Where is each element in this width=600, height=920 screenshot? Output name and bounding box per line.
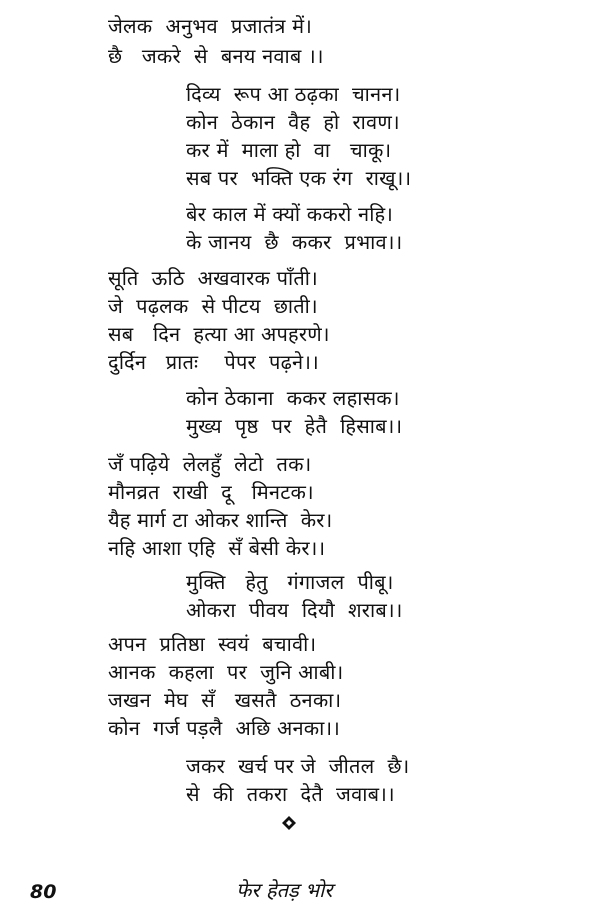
page-number: 80 (30, 881, 57, 903)
poem-line: दिव्य रूप आ ठढ़का चानन। (186, 82, 401, 106)
poem-line: ओकरा पीवय दियौ शराब।। (186, 598, 403, 622)
poem-line: सब दिन हत्या आ अपहरणे। (108, 322, 330, 346)
poem-line: के जानय छै ककर प्रभाव।। (186, 230, 403, 254)
diamond-ornament-icon (282, 816, 296, 830)
poem-line: मौनव्रत राखी दू मिनटक। (108, 480, 314, 504)
poem-line: जेलक अनुभव प्रजातंत्र में। (108, 14, 313, 38)
poem-line: जखन मेघ सँ खसतै ठनका। (108, 688, 342, 712)
poem-line: अपन प्रतिष्ठा स्वयं बचावी। (108, 632, 317, 656)
poem-line: कोन गर्ज पड़लै अछि अनका।। (108, 716, 341, 740)
poem-line: से की तकरा देतै जवाब।। (186, 782, 395, 806)
poem-line: सब पर भक्ति एक रंग राखू।। (186, 166, 412, 190)
poem-line: दुर्दिन प्रातः पेपर पढ़ने।। (108, 350, 319, 374)
poem-line: कोन ठेकाना ककर लहासक। (186, 386, 400, 410)
poem-line: मुक्ति हेतु गंगाजल पीबू। (186, 570, 394, 594)
poem-line: यैह मार्ग टा ओकर शान्ति केर। (108, 508, 333, 532)
poem-line: बेर काल में क्यों ककरो नहि। (186, 202, 394, 226)
poem-line: मुख्य पृष्ठ पर हेतै हिसाब।। (186, 414, 403, 438)
poem-line: कर में माला हो वा चाकू। (186, 138, 392, 162)
poem-line: जँ पढ़िये लेलहुँ लेटो तक। (108, 452, 312, 476)
poem-line: छै जकरे से बनय नवाब ।। (108, 44, 324, 68)
poem-line: सूति ऊठि अखवारक पाँती। (108, 266, 318, 290)
running-title: फेर हेतड़ भोर (236, 878, 333, 902)
poem-line: जे पढ़लक से पीटय छाती। (108, 294, 318, 318)
poem-line: कोन ठेकान वैह हो रावण। (186, 110, 400, 134)
poem-line: जकर खर्च पर जे जीतल छै। (186, 754, 410, 778)
poem-line: नहि आशा एहि सँ बेसी केर।। (108, 536, 326, 560)
poem-line: आनक कहला पर जुनि आबी। (108, 660, 344, 684)
